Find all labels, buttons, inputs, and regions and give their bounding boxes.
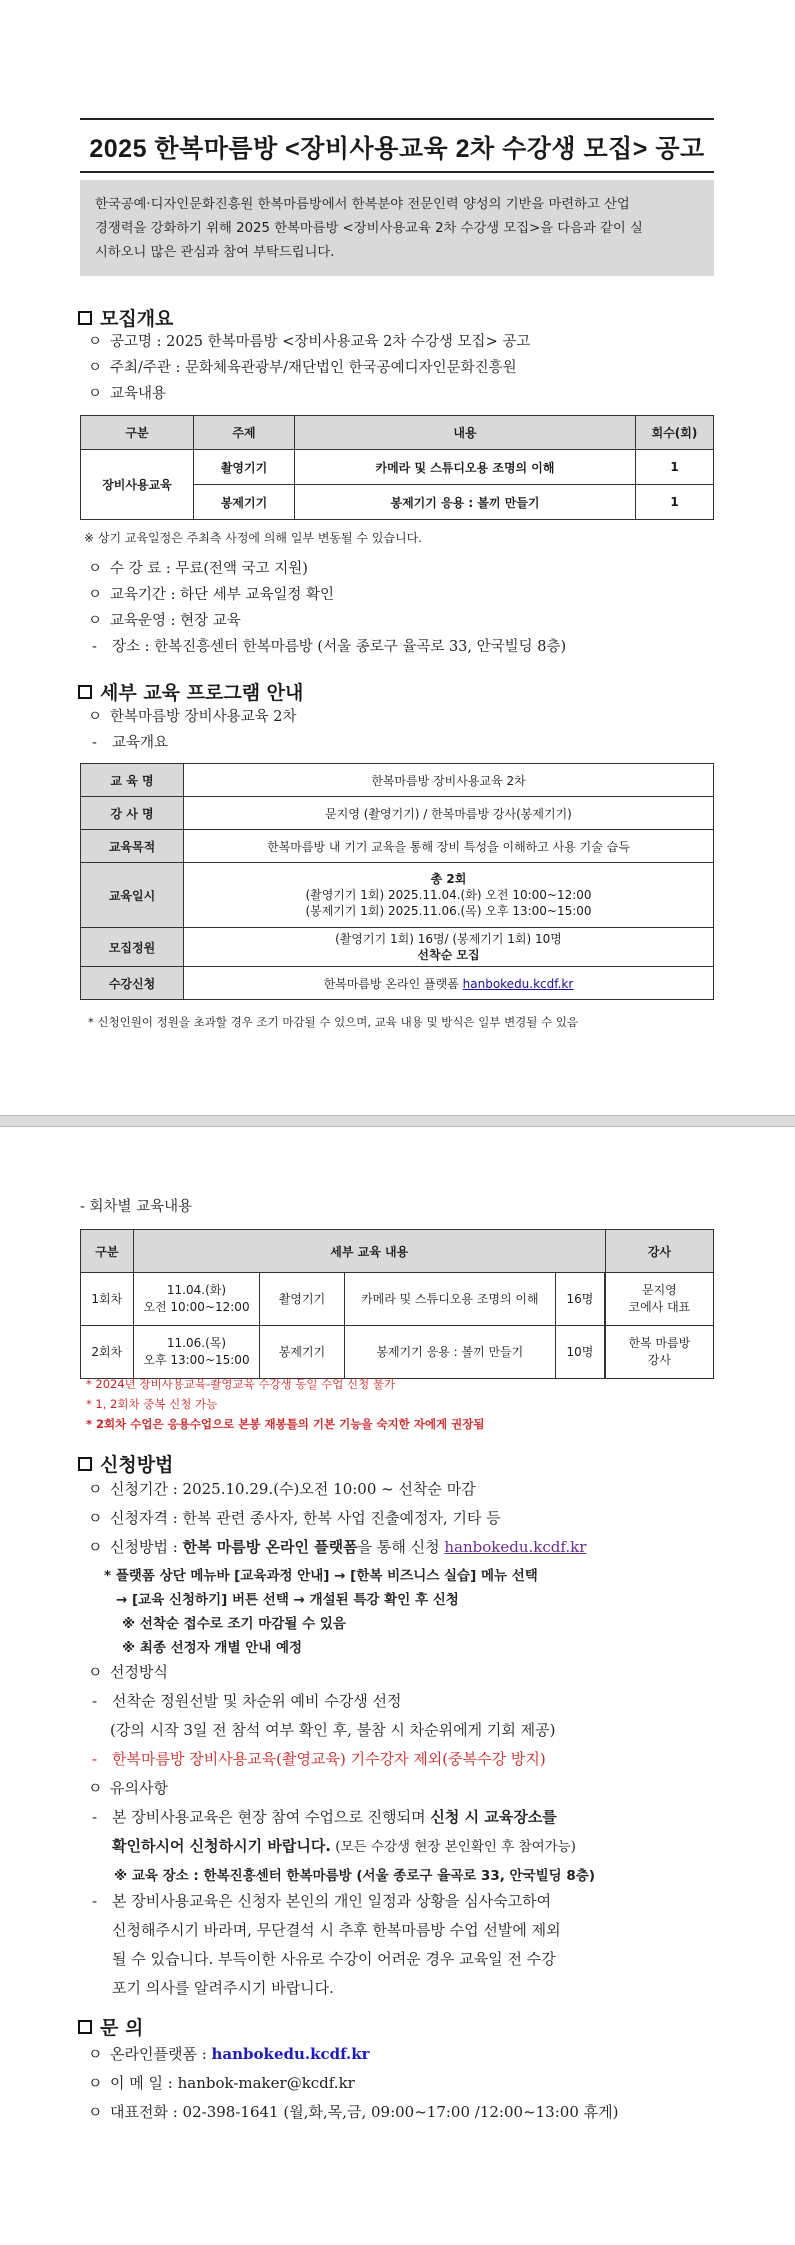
list-item: ㅇ 수 강 료 : 무료(전액 국고 지원) [88,561,308,577]
row-label: 교육목적 [81,830,184,863]
list-item: 포기 의사를 알려주시기 바랍니다. [112,1979,334,1997]
square-bullet-icon [78,685,92,699]
inquiry-list [88,2040,618,2127]
row-value: 한복마름방 장비사용교육 2차 [184,764,714,797]
row-value: 문지영 (촬영기기) / 한복마름방 강사(봉제기기) [184,797,714,830]
table-row [81,928,714,967]
intro-line: 경쟁력을 강화하기 위해 2025 한복마름방 <장비사용교육 2차 수강생 모집>을 다음과 같이 실 [95,221,643,236]
session-time: 오전 10:00~12:00 [143,1300,250,1314]
table-header: 세부 교육 내용 [133,1230,605,1273]
list-item: ㅇ 신청기간 : 2025.10.29.(수)오전 10:00 ~ 선착순 마감 [88,1480,476,1498]
content-cell: 봉제기기 응용 : 볼끼 만들기 [344,1326,555,1379]
list-item: 신청해주시기 바라며, 무단결석 시 추후 한복마름방 수업 선발에 제외 [112,1921,561,1939]
page-1 [0,0,795,1115]
date-cell [133,1326,260,1379]
title-bottom-rule [80,171,714,173]
category-cell: 봉제기기 [260,1326,344,1379]
row-label: 모집정원 [81,928,184,967]
list-item: ㅇ 유의사항 [88,1779,168,1797]
table-row [81,1326,714,1379]
program-bullets [88,704,297,756]
table-header-row [81,416,714,450]
session-heading-line [80,1194,192,1220]
list-item: - 선착순 정원선발 및 차순위 예비 수강생 선정 [92,1692,402,1710]
list-item: ㅇ 대표전화 : 02-398-1641 (월,화,목,금, 09:00~17:00 /12:00~13:00 휴게) [88,2103,619,2121]
list-item: → [교육 신청하기] 버튼 선택 → 개설된 특강 확인 후 신청 [116,1592,459,1608]
square-bullet-icon [78,2020,92,2034]
list-item: - 장소 : 한복진흥센터 한복마름방 (서울 종로구 율곡로 33, 안국빌딩 8층) [92,639,567,655]
program-note: * 신청인원이 정원을 초과할 경우 조기 마감될 수 있으며, 교육 내용 및 방식은 일부 변경될 수 있음 [88,1015,579,1029]
table-header: 내용 [295,416,636,450]
list-item: ㅇ 이 메 일 : hanbok-maker@kcdf.kr [88,2074,355,2092]
content-cell: 카메라 및 스튜디오용 조명의 이해 [295,450,636,485]
lecturer-line: 문지영 [641,1283,677,1297]
quota-line: (촬영기기 1회) 16명/ (봉제기기 1회) 10명 [335,932,562,946]
count-cell: 1 [636,450,714,485]
session-table [80,1229,714,1379]
square-bullet-icon [78,311,92,325]
row-label: 수강신청 [81,967,184,1000]
round-cell: 1회차 [81,1273,134,1326]
list-item: - 한복마름방 장비사용교육(촬영교육) 기수강자 제외(중복수강 방지) [92,1750,546,1768]
square-bullet-icon [78,1457,92,1471]
people-cell: 16명 [556,1273,605,1326]
list-item: ㅇ 공고명 : 2025 한복마름방 <장비사용교육 2차 수강생 모집> 공고 [88,334,531,350]
session-date: 11.04.(화) [166,1283,227,1297]
row-label: 강 사 명 [81,797,184,830]
table-header: 구분 [81,416,194,450]
session-time: 오후 13:00~15:00 [143,1353,250,1367]
list-item: (강의 시작 3일 전 참석 여부 확인 후, 불참 시 차순위에게 기회 제공) [110,1721,556,1739]
list-item: * 플랫폼 상단 메뉴바 [교육과정 안내] → [한복 비즈니스 실습] 메뉴 선택 [104,1568,538,1584]
email-text: 이 메 일 : hanbok-maker@kcdf.kr [110,2074,355,2092]
table-header-row [81,1230,714,1273]
round-cell: 2회차 [81,1326,134,1379]
lecturer-cell [605,1273,713,1326]
table-row [81,764,714,797]
people-cell: 10명 [556,1326,605,1379]
row-label: 교 육 명 [81,764,184,797]
session-note: * 2회차 수업은 응용수업으로 본봉 재봉틀의 기본 기능을 숙지한 자에게 권장됨 [86,1417,485,1431]
session-date: 11.06.(목) [166,1336,227,1350]
list-item: ㅇ 한복마름방 장비사용교육 2차 [88,709,297,725]
table-row [81,797,714,830]
session-heading: - 회차별 교육내용 [80,1199,193,1215]
list-item: ※ 선착순 접수로 조기 마감될 수 있음 [122,1616,346,1632]
list-item: ㅇ 교육기간 : 하단 세부 교육일정 확인 [88,587,335,603]
count-cell: 1 [636,485,714,520]
section-heading-program: 세부 교육 프로그램 안내 [78,678,303,705]
intro-box [80,180,714,276]
lecturer-cell [605,1326,713,1379]
fee-bullets [88,556,566,660]
date-total: 총 2회 [430,872,467,886]
quota-line: 선착순 모집 [417,948,480,962]
lecturer-line: 한복 마름방 [628,1336,691,1350]
page-separator [0,1115,795,1127]
row-value [184,863,714,928]
lecturer-line: 코에사 대표 [628,1300,691,1314]
program-table [80,763,714,1000]
row-label: 교육일시 [81,863,184,928]
inquiry-platform-link[interactable]: hanbokedu.kcdf.kr [211,2045,370,2063]
list-item: ㅇ 교육운영 : 현장 교육 [88,613,241,629]
list-item: ㅇ 온라인플랫폼 : hanbokedu.kcdf.kr [88,2045,370,2063]
date-line: (촬영기기 1회) 2025.11.04.(화) 오전 10:00~12:00 [305,888,592,902]
phone-text: 대표전화 : 02-398-1641 (월,화,목,금, 09:00~17:00 /12:00~13:00 휴게) [110,2103,619,2121]
date-line: (봉제기기 1회) 2025.11.06.(목) 오후 13:00~15:00 [305,904,592,918]
table-header: 강사 [605,1230,713,1273]
session-note: * 2024년 장비사용교육-촬영교육 수강생 동일 수업 신청 불가 [86,1377,396,1391]
session-note: * 1, 2회차 중복 신청 가능 [86,1397,218,1411]
list-item: - 본 장비사용교육은 신청자 본인의 개인 일정과 상황을 심사숙고하여 [92,1892,552,1910]
list-item: ㅇ 교육내용 [88,386,167,402]
schedule-note: ※ 상기 교육일정은 주최측 사정에 의해 일부 변동될 수 있습니다. [84,531,423,545]
table-header: 구분 [81,1230,134,1273]
row-value [184,967,714,1000]
list-item: ㅇ 주최/주관 : 문화체육관광부/재단법인 한국공예디자인문화진흥원 [88,360,517,376]
application-list [88,1476,595,2004]
platform-link[interactable]: hanbokedu.kcdf.kr [444,1538,587,1556]
page-title: 2025 한복마름방 <장비사용교육 2차 수강생 모집> 공고 [89,135,705,163]
topic-cell: 촬영기기 [194,450,295,485]
list-item: ※ 교육 장소 : 한복진흥센터 한복마름방 (서울 종로구 율곡로 33, 안국빌딩 8층) [114,1868,596,1884]
apply-link[interactable]: hanbokedu.kcdf.kr [462,976,574,991]
apply-text: 한복마름방 온라인 플랫폼 [323,976,459,991]
intro-line: 한국공예·디자인문화진흥원 한복마름방에서 한복분야 전문인력 양성의 기반을 마련하고 산업 [95,197,630,212]
table-header: 주제 [194,416,295,450]
list-item: ㅇ 신청방법 : 한복 마름방 온라인 플랫폼을 통해 신청 hanbokedu.kcdf.kr [88,1538,587,1556]
intro-line: 시하오니 많은 관심과 참여 부탁드립니다. [95,245,335,260]
table-row [81,967,714,1000]
title-block [80,118,714,173]
section-heading-recruitment: 모집개요 [78,304,173,331]
date-cell [133,1273,260,1326]
course-table [80,415,714,520]
section-heading-inquiry: 문 의 [78,2013,143,2040]
list-item: - 교육개요 [92,735,169,751]
recruitment-bullets [88,329,530,407]
list-item: ※ 최종 선정자 개별 안내 예정 [122,1640,303,1656]
table-row [81,830,714,863]
list-item: ㅇ 신청자격 : 한복 관련 종사자, 한복 사업 진출예정자, 기타 등 [88,1509,501,1527]
list-item: 될 수 있습니다. 부득이한 사유로 수강이 어려운 경우 교육일 전 수강 [112,1950,556,1968]
table-row [81,1273,714,1326]
list-item: ㅇ 선정방식 [88,1663,168,1681]
content-cell: 봉제기기 응용 : 볼끼 만들기 [295,485,636,520]
list-item: - 본 장비사용교육은 현장 참여 수업으로 진행되며 신청 시 교육장소를 [92,1808,557,1826]
group-cell: 장비사용교육 [81,450,194,520]
content-cell: 카메라 및 스튜디오용 조명의 이해 [344,1273,555,1326]
table-header: 회수(회) [636,416,714,450]
list-item: 확인하시어 신청하시기 바랍니다. (모든 수강생 현장 본인확인 후 참여가능) [112,1837,576,1855]
section-heading-application: 신청방법 [78,1450,173,1477]
table-row [81,863,714,928]
table-row [81,450,714,485]
row-value [184,928,714,967]
category-cell: 촬영기기 [260,1273,344,1326]
row-value: 한복마름방 내 기기 교육을 통해 장비 특성을 이해하고 사용 기술 습득 [184,830,714,863]
lecturer-line: 강사 [647,1353,671,1367]
topic-cell: 봉제기기 [194,485,295,520]
